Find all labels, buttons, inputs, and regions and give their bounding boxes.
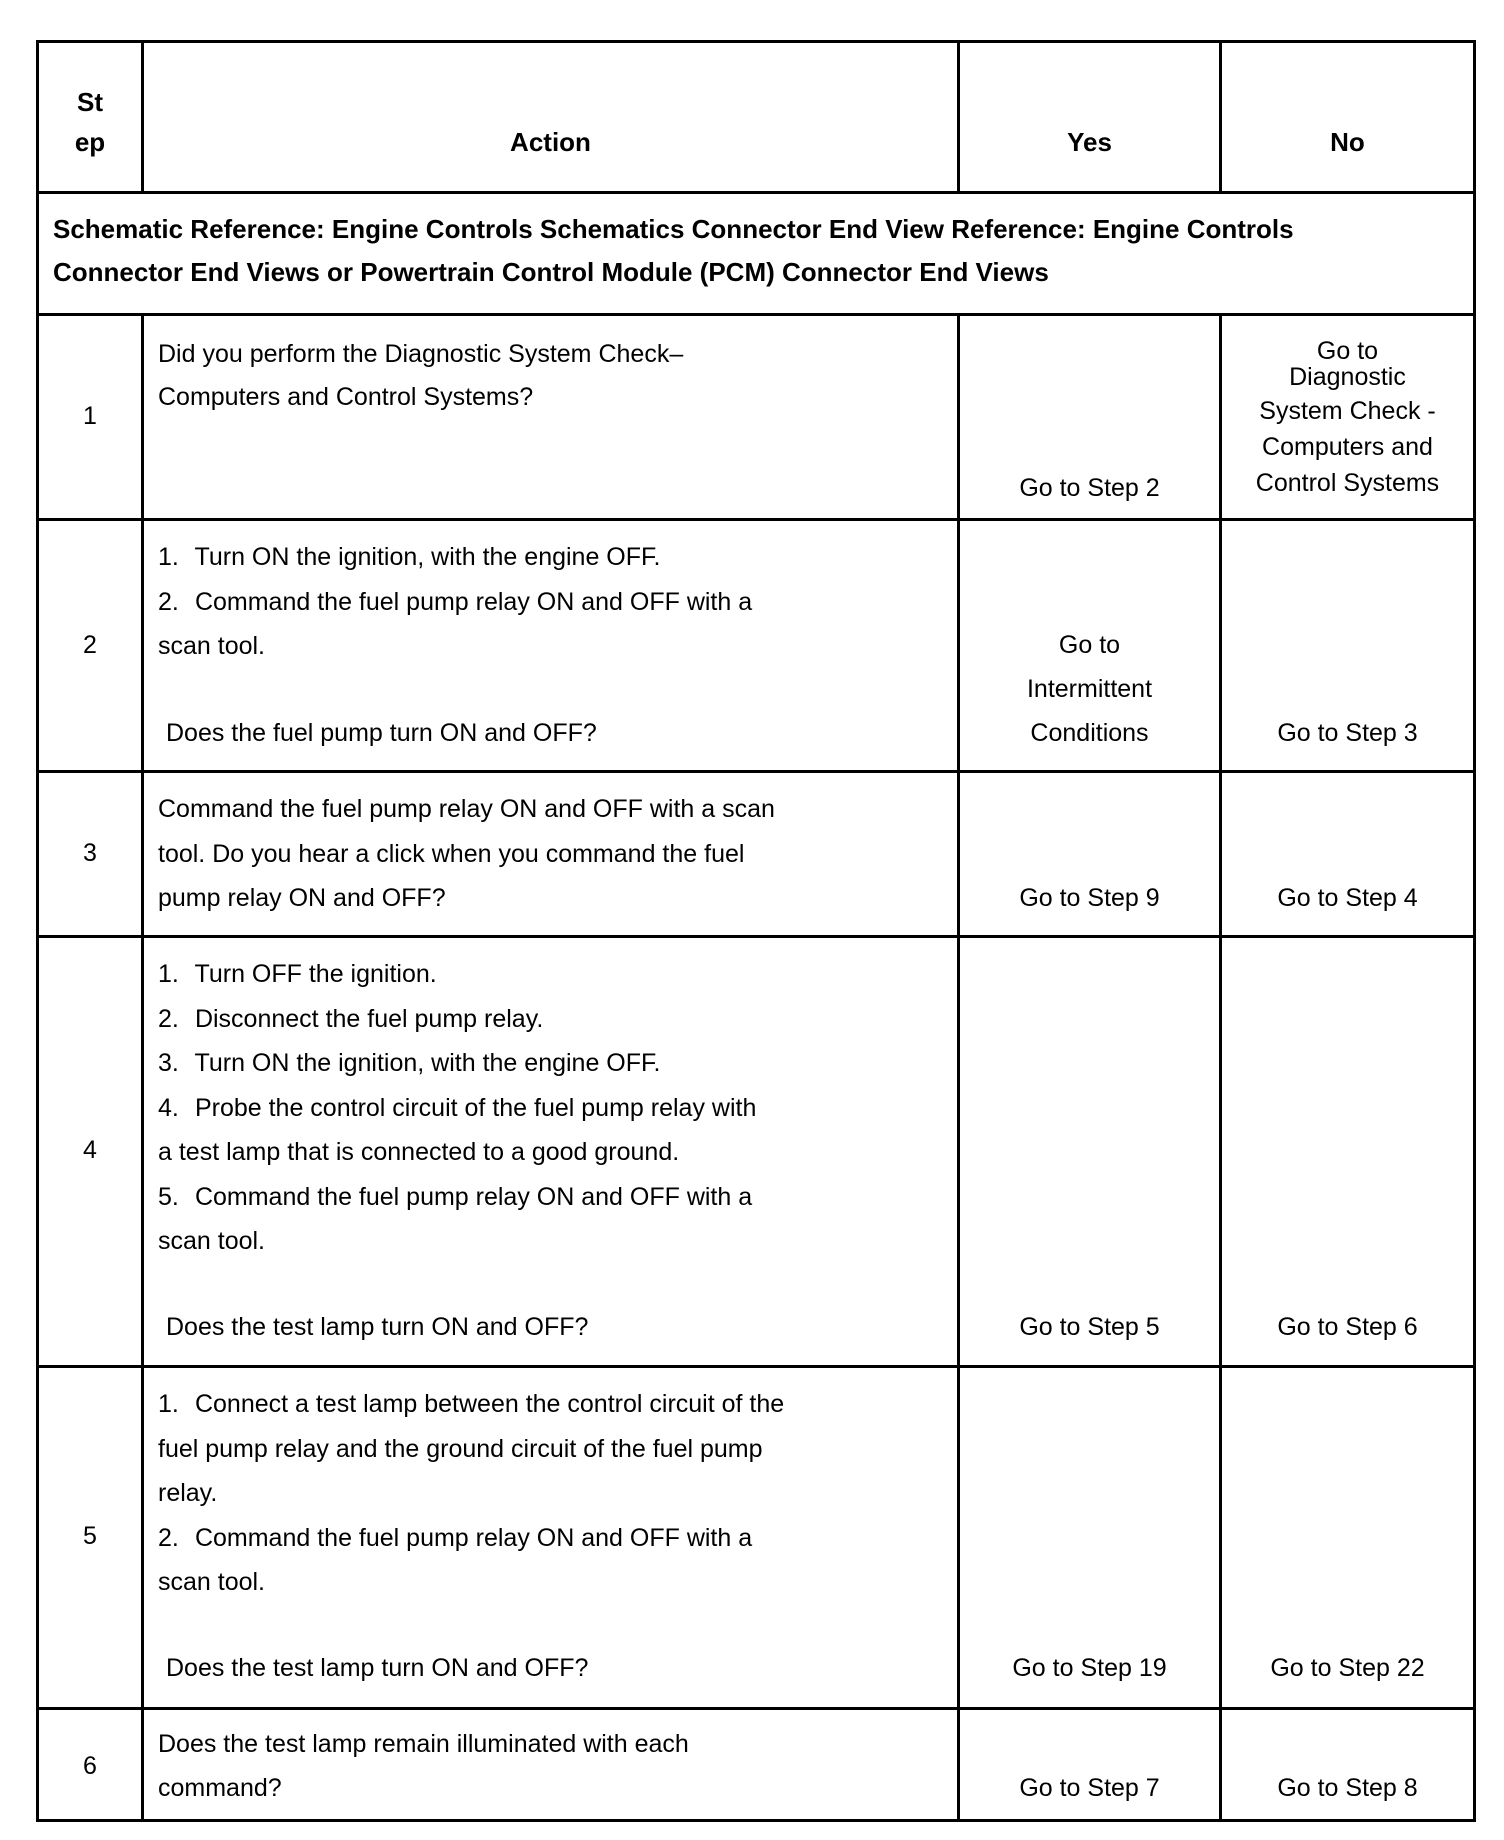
step-number: 3	[83, 839, 97, 867]
action-cell: 1. Turn ON the ignition, with the engine OFF. 2. Command the fuel pump relay ON and OFF with a scan tool. Does the fuel pump turn ON and OFF?	[141, 521, 957, 770]
yes-cell: Go to Step 5	[957, 938, 1219, 1365]
no-cell: Go to Diagnostic System Check - Computers and Control Systems	[1219, 316, 1473, 518]
reference-row	[39, 191, 1473, 313]
list-item: 5. Command the fuel pump relay ON and OFF with a	[158, 1183, 753, 1211]
header-action: Action	[141, 43, 957, 191]
header-row	[39, 43, 1473, 191]
step-number: 5	[83, 1522, 97, 1550]
list-item: 1. Turn ON the ignition, with the engine OFF.	[158, 543, 661, 571]
table-row	[39, 313, 1473, 518]
no-cell: Go to Step 8	[1219, 1710, 1473, 1819]
list-item: 1. Turn OFF the ignition.	[158, 960, 437, 988]
action-cell: 1. Turn OFF the ignition. 2. Disconnect the fuel pump relay. 3. Turn ON the ignition, with the engine OFF. 4. Probe the control circuit of the fuel pump relay with a test lamp that is connected to a good ground. 5. Command the fuel pump relay ON and OFF with a scan tool. Does the test lamp turn ON and OFF?	[141, 938, 957, 1365]
yes-cell: Go to Step 2	[957, 316, 1219, 518]
no-cell: Go to Step 3	[1219, 521, 1473, 770]
step-number: 2	[83, 631, 97, 659]
table-row	[39, 1365, 1473, 1707]
table-row	[39, 1707, 1473, 1819]
list-item: 2. Disconnect the fuel pump relay.	[158, 1005, 544, 1033]
no-cell: Go to Step 4	[1219, 773, 1473, 935]
header-yes: Yes	[957, 43, 1219, 191]
table-row	[39, 518, 1473, 770]
yes-cell: Go to Step 7	[957, 1710, 1219, 1819]
schematic-reference: Schematic Reference: Engine Controls Schematics Connector End View Reference: Engine Controls Connector End Views or Powertrain Control Module (PCM) Connector End Views	[53, 214, 1294, 287]
list-item: 2. Command the fuel pump relay ON and OFF with a	[158, 588, 753, 616]
action-cell: Command the fuel pump relay ON and OFF with a scan tool. Do you hear a click when you command the fuel pump relay ON and OFF?	[141, 773, 957, 935]
action-cell: Did you perform the Diagnostic System Check– Computers and Control Systems?	[141, 316, 957, 518]
table-row	[39, 935, 1473, 1365]
yes-cell: Go to Step 9	[957, 773, 1219, 935]
list-item: 1. Connect a test lamp between the control circuit of the	[158, 1390, 785, 1418]
header-no: No	[1219, 43, 1473, 191]
no-cell: Go to Step 22	[1219, 1368, 1473, 1707]
list-item: 4. Probe the control circuit of the fuel pump relay with	[158, 1094, 757, 1122]
yes-cell: Go to Step 19	[957, 1368, 1219, 1707]
diagnostic-table	[36, 40, 1476, 1822]
step-number: 1	[83, 402, 97, 430]
step-number: 6	[83, 1752, 97, 1780]
step-number: 4	[83, 1136, 97, 1164]
list-item: 3. Turn ON the ignition, with the engine OFF.	[158, 1049, 661, 1077]
action-cell: 1. Connect a test lamp between the control circuit of the fuel pump relay and the ground circuit of the fuel pump relay. 2. Command the fuel pump relay ON and OFF with a scan tool. Does the test lamp turn ON and OFF?	[141, 1368, 957, 1707]
action-cell: Does the test lamp remain illuminated with each command?	[141, 1710, 957, 1819]
list-item: 2. Command the fuel pump relay ON and OFF with a	[158, 1524, 753, 1552]
table-row	[39, 770, 1473, 935]
header-step: St ep	[74, 87, 106, 157]
no-cell: Go to Step 6	[1219, 938, 1473, 1365]
yes-cell: Go to Intermittent Conditions	[957, 521, 1219, 770]
